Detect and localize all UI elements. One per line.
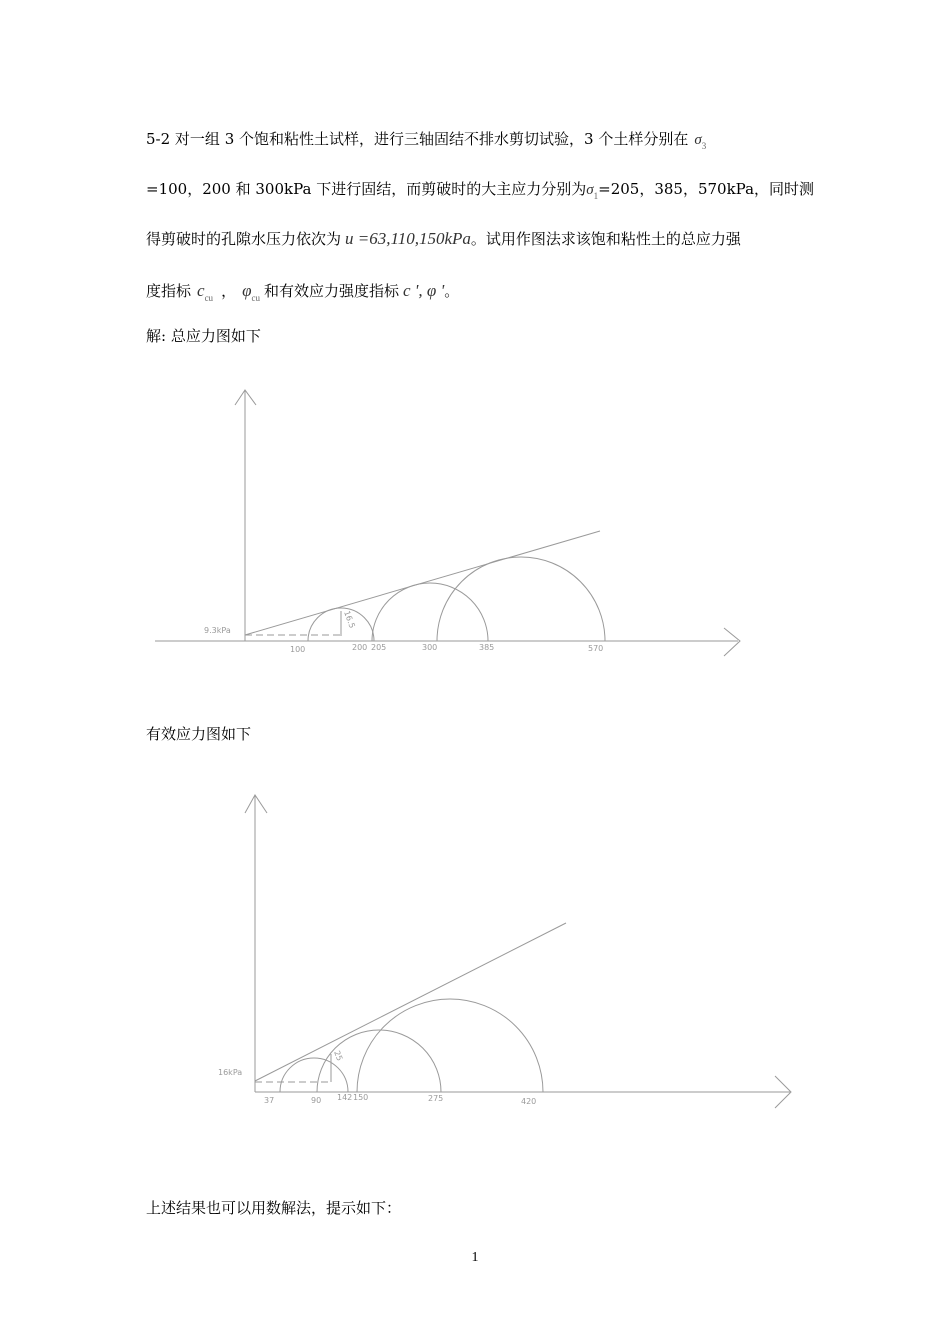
effective-intro: 有效应力图如下 [146,725,252,743]
mohr-circle-3 [357,999,543,1092]
phicu-symbol: $\varphi_{cu}$ [242,281,260,303]
tick-label: 205 [371,643,387,652]
sigma3-symbol: $\sigma_3$ [694,132,707,151]
solution-intro: 解: 总应力图如下 [146,327,261,345]
separator: ， [221,282,237,300]
angle-label: 25 [332,1049,345,1063]
closing-text: 上述结果也可以用数解法，提示如下： [146,1199,402,1217]
problem-text: 5-2 对一组 3 个饱和粘性土试样，进行三轴固结不排水剪切试验，3 个土样分别在 [146,130,689,148]
intercept-label: 9.3kPa [204,626,231,635]
ccu-symbol: $c_{cu}$ [197,281,214,303]
problem-text: =205，385，570kPa，同时测 [598,180,815,198]
problem-text: 。 [444,282,460,300]
intercept-label: 16kPa [218,1068,243,1077]
problem-text: 和有效应力强度指标 [263,282,399,300]
tick-label: 570 [588,644,604,653]
tick-label: 300 [422,643,438,652]
page-number: 1 [471,1250,479,1265]
tick-label: 385 [479,643,495,652]
problem-text: =100，200 和 300kPa 下进行固结，而剪破时的大主应力分别为 [146,180,587,198]
tau-axis-arrow [245,795,267,813]
effective-parameters-symbol: c ', φ ' [403,281,445,300]
tick-label: 275 [428,1094,444,1103]
sigma1-symbol: $\sigma_1$ [586,182,599,201]
failure-envelope [255,923,566,1081]
problem-text: 得剪破时的孔隙水压力依次为 [146,230,342,248]
angle-label: 16.5 [342,609,357,630]
problem-text: 度指标 [146,282,192,300]
tick-label: 37 [264,1096,275,1105]
problem-text: 。试用作图法求该饱和粘性土的总应力强 [470,230,741,248]
tick-label: 150 [353,1093,369,1102]
tick-label: 100 [290,645,306,654]
tick-label: 420 [521,1097,537,1106]
pore-pressure-expression: u =63,110,150kPa [345,229,471,248]
tick-label: 90 [311,1096,322,1105]
tick-label: 200 [352,643,368,652]
tick-label: 142 [337,1093,353,1102]
